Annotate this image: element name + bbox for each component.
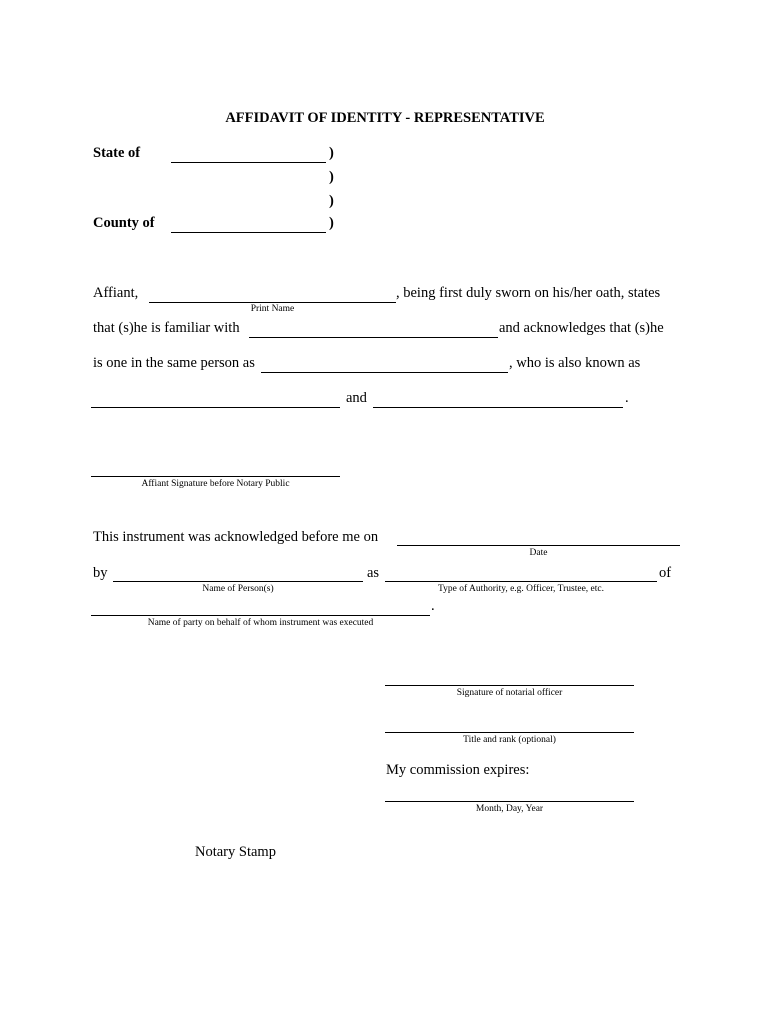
county-input-line[interactable]: [171, 232, 326, 233]
also-known-text: , who is also known as: [509, 355, 641, 371]
and-text: and: [346, 390, 367, 406]
same-person-line[interactable]: [261, 372, 508, 373]
state-input-line[interactable]: [171, 162, 326, 163]
date-line[interactable]: [397, 545, 680, 546]
authority-line[interactable]: [385, 581, 657, 582]
affiant-signature-caption: Affiant Signature before Notary Public: [141, 479, 290, 489]
state-label: State of: [93, 145, 141, 161]
bracket: ): [329, 193, 334, 209]
as-label: as: [367, 565, 380, 581]
of-label: of: [659, 565, 672, 581]
alias-2-line[interactable]: [373, 407, 623, 408]
by-label: by: [93, 565, 108, 581]
familiar-label: that (s)he is familiar with: [93, 320, 240, 336]
party-caption: Name of party on behalf of whom instrument was executed: [147, 618, 374, 628]
alias-1-line[interactable]: [91, 407, 340, 408]
notary-signature-line[interactable]: [385, 685, 634, 686]
same-person-label: is one in the same person as: [93, 355, 255, 371]
acknowledgment-intro: This instrument was acknowledged before me on: [93, 529, 379, 545]
title-rank-caption: Title and rank (optional): [463, 735, 556, 745]
title-rank-line[interactable]: [385, 732, 634, 733]
affiant-name-line[interactable]: [149, 302, 396, 303]
familiar-with-line[interactable]: [249, 337, 498, 338]
document-title: AFFIDAVIT OF IDENTITY - REPRESENTATIVE: [225, 110, 545, 126]
notary-stamp-label: Notary Stamp: [195, 844, 276, 860]
bracket: ): [329, 215, 334, 231]
persons-line[interactable]: [113, 581, 363, 582]
acknowledges-text: and acknowledges that (s)he: [499, 320, 664, 336]
commission-expiry-caption: Month, Day, Year: [475, 804, 544, 814]
date-caption: Date: [529, 548, 548, 558]
persons-caption: Name of Person(s): [202, 584, 274, 594]
commission-label: My commission expires:: [386, 762, 530, 778]
county-label: County of: [93, 215, 155, 231]
party-line[interactable]: [91, 615, 430, 616]
bracket: ): [329, 169, 334, 185]
affiant-oath-text: , being first duly sworn on his/her oath, states: [396, 285, 661, 301]
authority-caption: Type of Authority, e.g. Officer, Trustee, etc.: [438, 584, 604, 594]
commission-expiry-line[interactable]: [385, 801, 634, 802]
print-name-caption: Print Name: [250, 304, 295, 314]
period: .: [625, 390, 629, 406]
bracket: ): [329, 145, 334, 161]
notary-signature-caption: Signature of notarial officer: [456, 688, 563, 698]
affiant-signature-line[interactable]: [91, 476, 340, 477]
period: .: [431, 598, 435, 614]
affiant-label: Affiant,: [93, 285, 139, 301]
